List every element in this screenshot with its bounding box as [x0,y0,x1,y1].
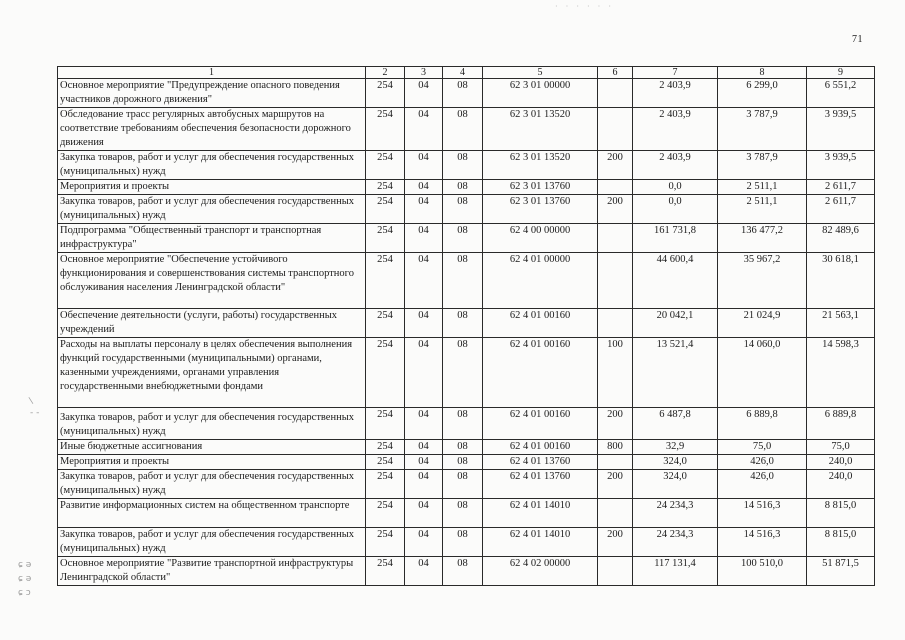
cell-ministry: 254 [366,528,405,557]
table-row [58,470,875,499]
column-header: 3 [405,67,443,79]
cell-ministry: 254 [366,180,405,195]
cell-amount-7: 0,0 [633,195,718,224]
cell-section: 04 [405,195,443,224]
cell-section: 04 [405,151,443,180]
cell-ministry: 254 [366,408,405,440]
cell-amount-8: 75,0 [718,440,807,455]
cell-subsection: 08 [443,224,483,253]
table-row [58,557,875,586]
cell-target-code: 62 4 01 13760 [483,470,598,499]
row-name: Расходы на выплаты персоналу в целях обеспечения выполнения функций государственными (муниципальными) органами, казенными учреждениями, органами управления государственными внебюджетными фондами [58,338,366,408]
cell-expense-type [598,224,633,253]
cell-amount-8: 426,0 [718,470,807,499]
column-header: 1 [58,67,366,79]
cell-subsection: 08 [443,79,483,108]
cell-amount-8: 14 516,3 [718,499,807,528]
cell-amount-7: 44 600,4 [633,253,718,309]
cell-amount-9: 240,0 [807,455,875,470]
table-row [58,338,875,408]
cell-target-code: 62 4 01 00000 [483,253,598,309]
cell-subsection: 08 [443,180,483,195]
cell-section: 04 [405,455,443,470]
scan-mark: - - [30,408,40,418]
cell-ministry: 254 [366,151,405,180]
table-row [58,309,875,338]
row-name: Обследование трасс регулярных автобусных маршрутов на соответствие требованиям обеспечения безопасности дорожного движения [58,108,366,151]
cell-subsection: 08 [443,195,483,224]
cell-amount-7: 324,0 [633,455,718,470]
table-row [58,195,875,224]
cell-expense-type: 200 [598,151,633,180]
cell-amount-7: 161 731,8 [633,224,718,253]
cell-subsection: 08 [443,528,483,557]
cell-amount-9: 8 815,0 [807,528,875,557]
cell-ministry: 254 [366,499,405,528]
cell-section: 04 [405,253,443,309]
row-name: Иные бюджетные ассигнования [58,440,366,455]
row-name: Основное мероприятие "Предупреждение опасного поведения участников дорожного движения" [58,79,366,108]
column-header: 7 [633,67,718,79]
cell-target-code: 62 4 01 13760 [483,455,598,470]
cell-expense-type [598,180,633,195]
scan-noise: · · · · · · [555,2,614,11]
cell-expense-type [598,108,633,151]
cell-subsection: 08 [443,108,483,151]
cell-target-code: 62 4 00 00000 [483,224,598,253]
cell-amount-9: 6 889,8 [807,408,875,440]
cell-expense-type: 200 [598,195,633,224]
cell-ministry: 254 [366,108,405,151]
cell-subsection: 08 [443,253,483,309]
cell-section: 04 [405,224,443,253]
cell-target-code: 62 3 01 13760 [483,195,598,224]
row-name: Развитие информационных систем на общественном транспорте [58,499,366,528]
cell-amount-9: 75,0 [807,440,875,455]
cell-subsection: 08 [443,455,483,470]
cell-expense-type [598,79,633,108]
cell-expense-type: 100 [598,338,633,408]
cell-amount-7: 32,9 [633,440,718,455]
column-header: 6 [598,67,633,79]
cell-ministry: 254 [366,470,405,499]
cell-amount-8: 21 024,9 [718,309,807,338]
column-header: 2 [366,67,405,79]
cell-amount-9: 6 551,2 [807,79,875,108]
table-row [58,455,875,470]
row-name: Мероприятия и проекты [58,455,366,470]
cell-ministry: 254 [366,455,405,470]
cell-target-code: 62 4 01 00160 [483,408,598,440]
table-row [58,440,875,455]
cell-target-code: 62 4 01 00160 [483,440,598,455]
cell-amount-9: 240,0 [807,470,875,499]
cell-section: 04 [405,180,443,195]
row-name: Закупка товаров, работ и услуг для обеспечения государственных (муниципальных) нужд [58,195,366,224]
cell-amount-7: 20 042,1 [633,309,718,338]
cell-section: 04 [405,79,443,108]
cell-subsection: 08 [443,499,483,528]
table-row [58,79,875,108]
column-header: 5 [483,67,598,79]
column-header: 4 [443,67,483,79]
row-name: Подпрограмма "Общественный транспорт и транспортная инфраструктура" [58,224,366,253]
cell-ministry: 254 [366,253,405,309]
cell-expense-type [598,309,633,338]
column-header: 9 [807,67,875,79]
page-number: 71 [852,34,863,45]
header-row [58,67,875,79]
row-name: Обеспечение деятельности (услуги, работы) государственных учреждений [58,309,366,338]
cell-amount-8: 426,0 [718,455,807,470]
cell-amount-8: 100 510,0 [718,557,807,586]
cell-amount-8: 3 787,9 [718,151,807,180]
scan-mark: / [26,396,37,406]
cell-amount-8: 2 511,1 [718,195,807,224]
cell-target-code: 62 4 02 00000 [483,557,598,586]
cell-target-code: 62 3 01 13760 [483,180,598,195]
row-name: Основное мероприятие "Развитие транспортной инфраструктуры Ленинградской области" [58,557,366,586]
table-row [58,408,875,440]
cell-subsection: 08 [443,557,483,586]
cell-amount-7: 0,0 [633,180,718,195]
cell-expense-type: 200 [598,408,633,440]
cell-subsection: 08 [443,408,483,440]
cell-target-code: 62 3 01 13520 [483,151,598,180]
cell-amount-9: 30 618,1 [807,253,875,309]
cell-amount-8: 6 889,8 [718,408,807,440]
cell-section: 04 [405,408,443,440]
cell-amount-9: 3 939,5 [807,108,875,151]
cell-ministry: 254 [366,224,405,253]
cell-amount-7: 24 234,3 [633,528,718,557]
cell-amount-9: 8 815,0 [807,499,875,528]
cell-amount-9: 2 611,7 [807,180,875,195]
cell-amount-7: 2 403,9 [633,151,718,180]
cell-amount-8: 14 516,3 [718,528,807,557]
cell-amount-8: 35 967,2 [718,253,807,309]
cell-amount-8: 6 299,0 [718,79,807,108]
table-row [58,180,875,195]
cell-subsection: 08 [443,309,483,338]
cell-amount-9: 51 871,5 [807,557,875,586]
cell-amount-7: 2 403,9 [633,79,718,108]
cell-target-code: 62 4 01 00160 [483,309,598,338]
cell-amount-9: 2 611,7 [807,195,875,224]
cell-ministry: 254 [366,79,405,108]
cell-amount-8: 3 787,9 [718,108,807,151]
cell-target-code: 62 4 01 14010 [483,499,598,528]
cell-section: 04 [405,309,443,338]
cell-ministry: 254 [366,338,405,408]
scan-mark: ɕ ə [18,574,32,584]
cell-expense-type [598,455,633,470]
cell-ministry: 254 [366,309,405,338]
cell-amount-9: 3 939,5 [807,151,875,180]
cell-section: 04 [405,528,443,557]
cell-subsection: 08 [443,151,483,180]
table-row [58,108,875,151]
cell-amount-9: 21 563,1 [807,309,875,338]
cell-ministry: 254 [366,440,405,455]
cell-amount-8: 136 477,2 [718,224,807,253]
cell-expense-type [598,499,633,528]
cell-section: 04 [405,557,443,586]
cell-section: 04 [405,470,443,499]
cell-target-code: 62 3 01 00000 [483,79,598,108]
budget-table [57,66,875,586]
cell-expense-type [598,557,633,586]
cell-amount-7: 24 234,3 [633,499,718,528]
cell-amount-7: 2 403,9 [633,108,718,151]
table-row [58,151,875,180]
cell-section: 04 [405,499,443,528]
cell-amount-7: 13 521,4 [633,338,718,408]
cell-expense-type: 200 [598,528,633,557]
cell-subsection: 08 [443,470,483,499]
cell-expense-type [598,253,633,309]
cell-target-code: 62 4 01 00160 [483,338,598,408]
row-name: Закупка товаров, работ и услуг для обеспечения государственных (муниципальных) нужд [58,528,366,557]
cell-expense-type: 800 [598,440,633,455]
cell-amount-7: 6 487,8 [633,408,718,440]
row-name: Закупка товаров, работ и услуг для обеспечения государственных (муниципальных) нужд [58,151,366,180]
cell-section: 04 [405,440,443,455]
cell-amount-9: 82 489,6 [807,224,875,253]
cell-subsection: 08 [443,440,483,455]
table-row [58,528,875,557]
cell-subsection: 08 [443,338,483,408]
scan-mark: ɕ ɔ [18,588,31,598]
row-name: Закупка товаров, работ и услуг для обеспечения государственных (муниципальных) нужд [58,408,366,440]
cell-section: 04 [405,338,443,408]
cell-ministry: 254 [366,557,405,586]
table-row [58,224,875,253]
row-name: Закупка товаров, работ и услуг для обеспечения государственных (муниципальных) нужд [58,470,366,499]
cell-amount-8: 2 511,1 [718,180,807,195]
cell-expense-type: 200 [598,470,633,499]
row-name: Мероприятия и проекты [58,180,366,195]
cell-amount-7: 117 131,4 [633,557,718,586]
scan-mark: ɕ ə [18,560,32,570]
table-row [58,499,875,528]
cell-target-code: 62 3 01 13520 [483,108,598,151]
cell-target-code: 62 4 01 14010 [483,528,598,557]
cell-amount-9: 14 598,3 [807,338,875,408]
cell-section: 04 [405,108,443,151]
cell-amount-8: 14 060,0 [718,338,807,408]
column-header: 8 [718,67,807,79]
row-name: Основное мероприятие "Обеспечение устойчивого функционирования и совершенствования системы транспортного обслуживания населения Ленинградской области" [58,253,366,309]
cell-ministry: 254 [366,195,405,224]
table-row [58,253,875,309]
cell-amount-7: 324,0 [633,470,718,499]
